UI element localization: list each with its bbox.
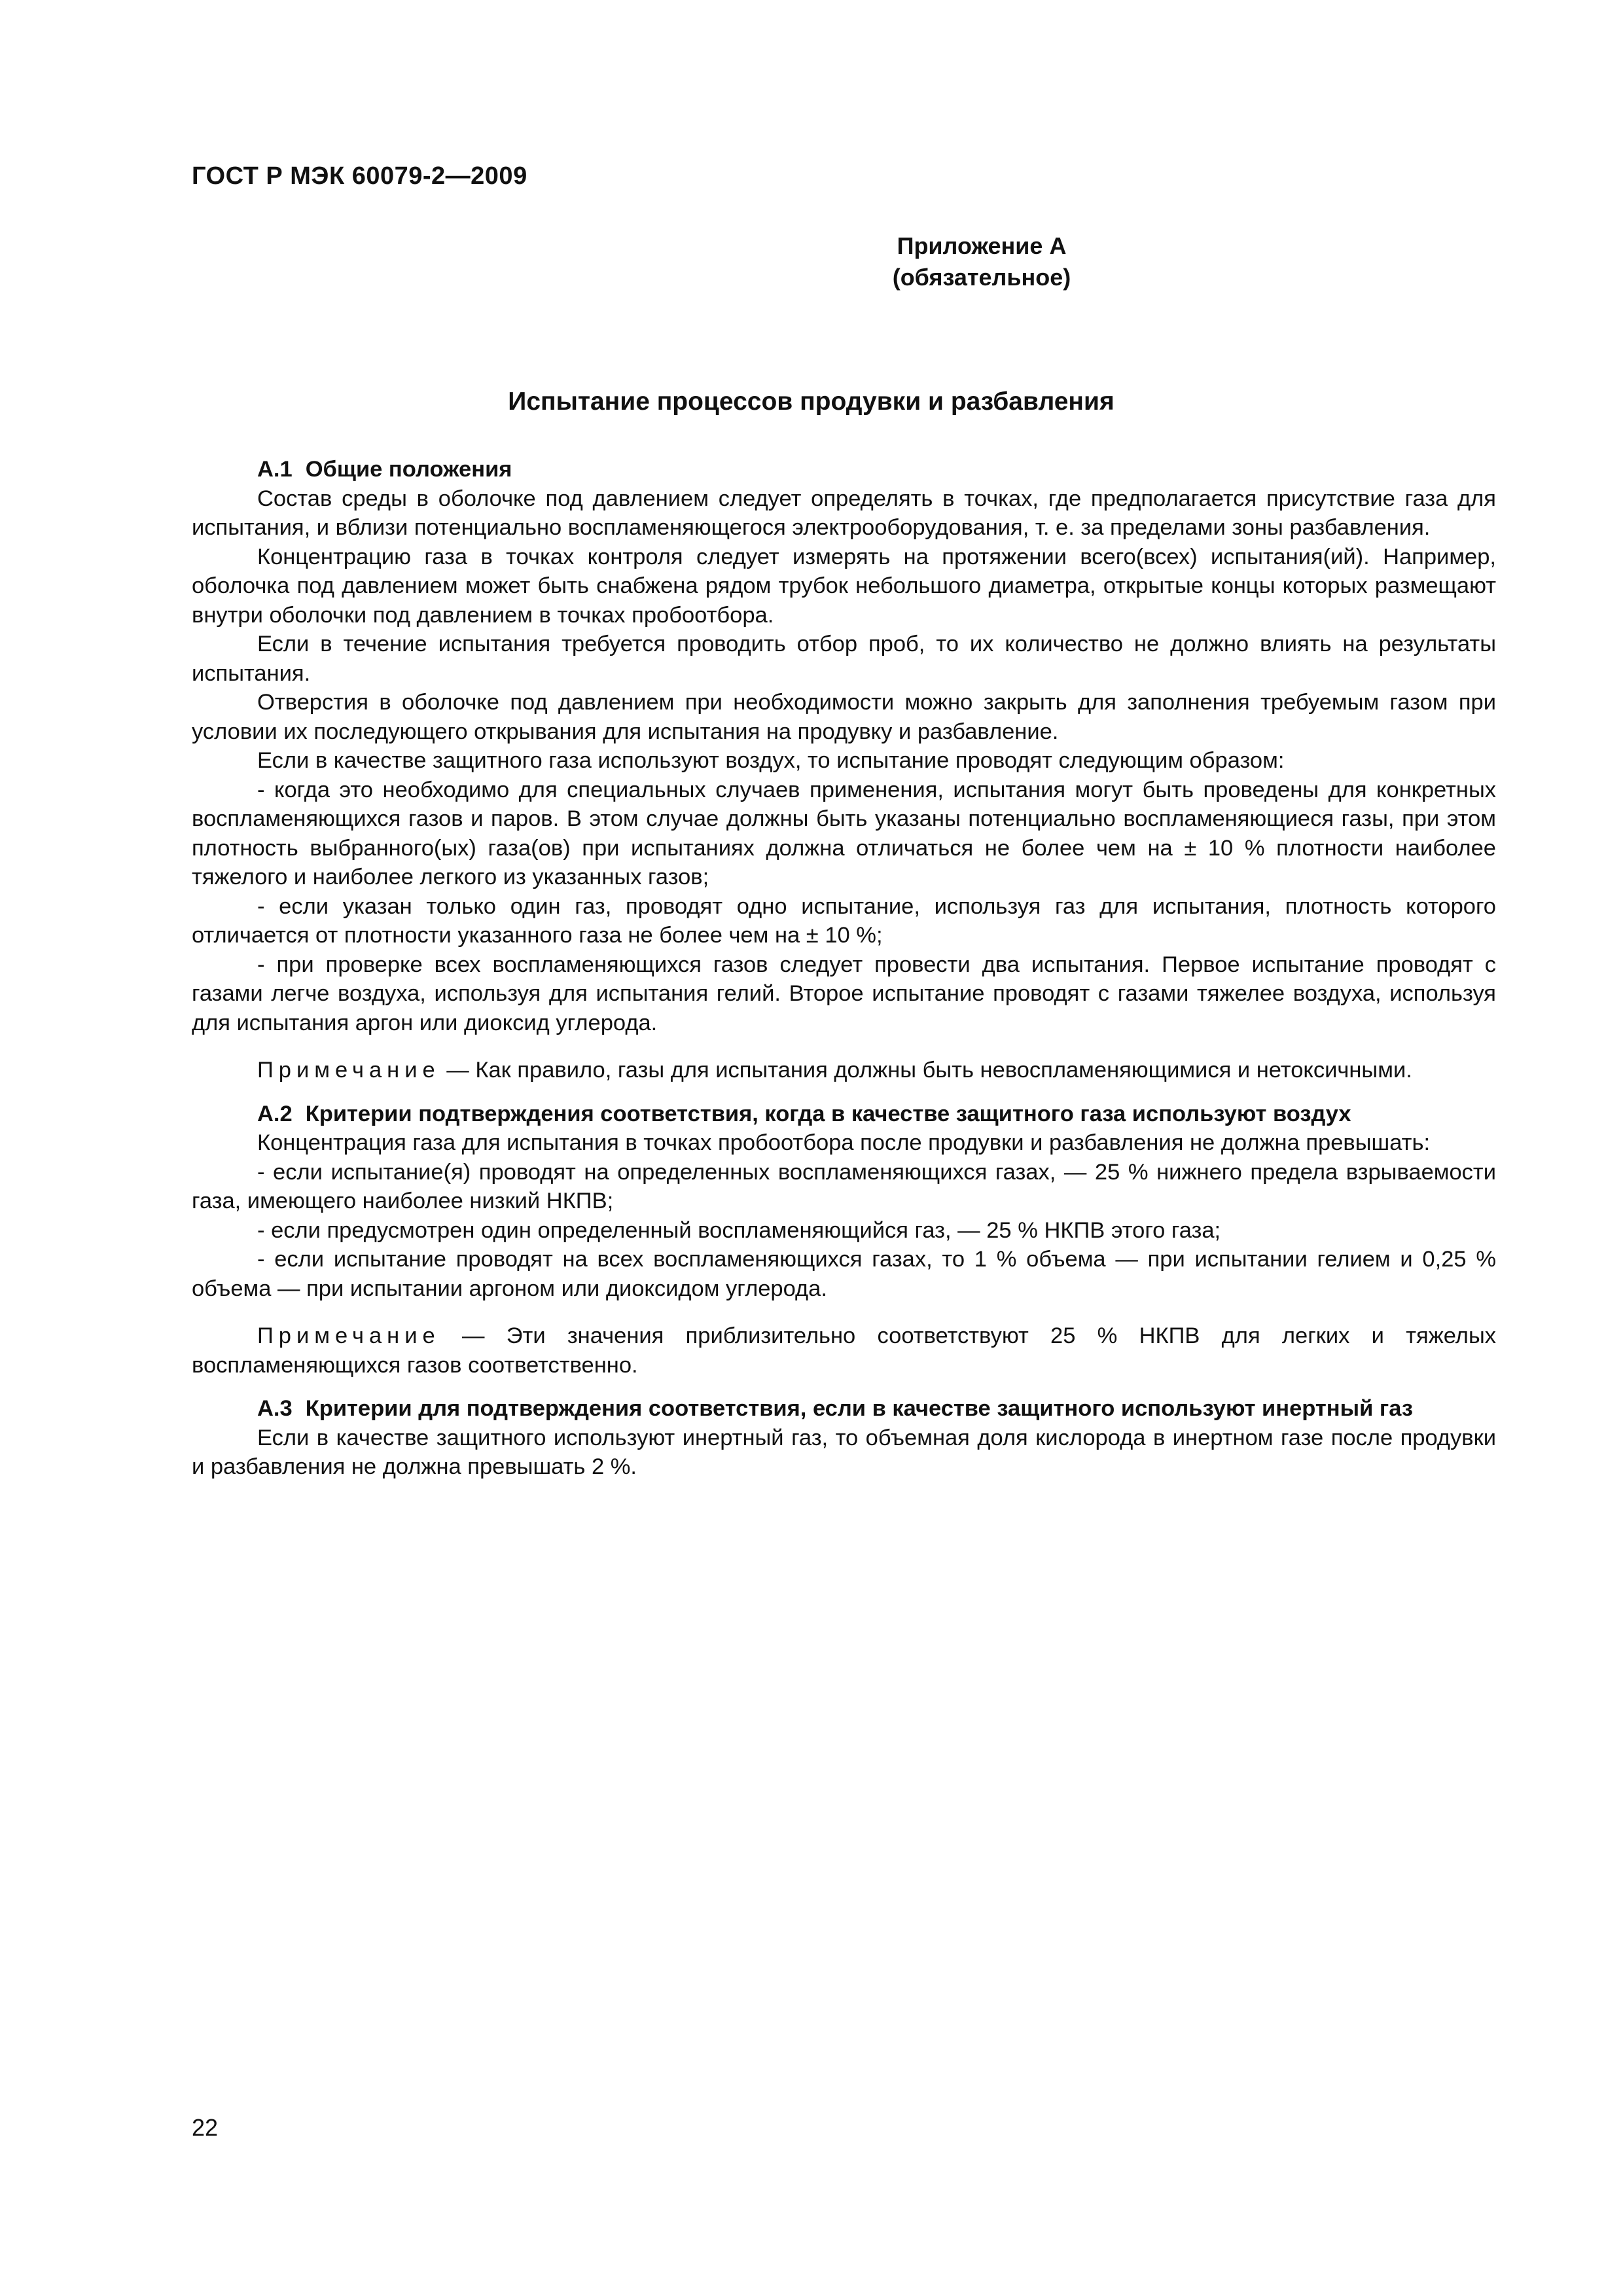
list-item: - если предусмотрен один определенный воспламеняющийся газ, — 25 % НКПВ этого газа; bbox=[257, 1217, 1221, 1243]
note-text: — Как правило, газы для испытания должны быть невоспламеняющимися и нетоксичными. bbox=[446, 1058, 1412, 1083]
list-item: - если указан только один газ, проводят одно испытание, используя газ для испытания, плотность которого отличается от плотности указанного газа не более чем на ± 10 %; bbox=[192, 893, 1496, 948]
section-number: А.3 bbox=[257, 1396, 293, 1421]
section-heading-a2 bbox=[192, 1100, 1496, 1129]
note bbox=[192, 1056, 1496, 1085]
note-label: Примечание bbox=[257, 1058, 440, 1083]
annex-status: (обязательное) bbox=[892, 264, 1071, 291]
section-heading-text: Критерии подтверждения соответствия, когда в качестве защитного газа используют воздух bbox=[305, 1101, 1351, 1126]
paragraph: Если в качестве защитного используют инертный газ, то объемная доля кислорода в инертном газе после продувки и разбавления не должна превышать 2 %. bbox=[192, 1425, 1496, 1479]
main-title: Испытание процессов продувки и разбавления bbox=[508, 387, 1115, 416]
section-number: А.1 bbox=[257, 457, 293, 482]
list-item: - при проверке всех воспламеняющихся газов следует провести два испытания. Первое испытание проводят с газами легче воздуха, используя для испытания гелий. Второе испытание проводят с газами тяжелее воздуха, используя для испытания аргон или диоксид углерода. bbox=[192, 952, 1496, 1035]
paragraph: Если в течение испытания требуется проводить отбор проб, то их количество не должно влиять на результаты испытания. bbox=[192, 632, 1496, 686]
section-heading-a3 bbox=[192, 1394, 1496, 1424]
section-number: А.2 bbox=[257, 1101, 293, 1126]
section-heading-text: Критерии для подтверждения соответствия, если в качестве защитного используют инертный газ bbox=[305, 1396, 1414, 1421]
note-text: — Эти значения приблизительно соответствуют 25 % НКПВ для легких и тяжелых воспламеняющихся газов соответственно. bbox=[192, 1323, 1496, 1378]
paragraph: Концентрацию газа в точках контроля следует измерять на протяжении всего(всех) испытания(ий). Например, оболочка под давлением может быть снабжена рядом трубок небольшого диаметра, открытые концы которых размещают внутри оболочки под давлением в точках пробоотбора. bbox=[192, 544, 1496, 628]
document-code: ГОСТ Р МЭК 60079-2—2009 bbox=[192, 162, 527, 190]
list-item: - если испытание проводят на всех воспламеняющихся газах, то 1 % объема — при испытании гелием и 0,25 % объема — при испытании аргоном или диоксидом углерода. bbox=[192, 1247, 1496, 1301]
document-body bbox=[192, 455, 1496, 1482]
list-item: - если испытание(я) проводят на определенных воспламеняющихся газах, — 25 % нижнего предела взрываемости газа, имеющего наиболее низкий НКПВ; bbox=[192, 1159, 1496, 1213]
note bbox=[192, 1321, 1496, 1380]
page-number: 22 bbox=[192, 2114, 219, 2141]
list-item: - когда это необходимо для специальных случаев применения, испытания могут быть проведены для конкретных воспламеняющихся газов и паров. В этом случае должны быть указаны потенциально воспламеняющиеся газы, при этом плотность выбранного(ых) газа(ов) при испытаниях должна отличаться не более чем на ± 10 % плотности наиболее тяжелого и наиболее легкого из указанных газов; bbox=[192, 777, 1496, 889]
paragraph: Состав среды в оболочке под давлением следует определять в точках, где предполагается присутствие газа для испытания, и вблизи потенциально воспламеняющегося электрооборудования, т. е. за пределами зоны разбавления. bbox=[192, 486, 1496, 540]
paragraph: Если в качестве защитного газа используют воздух, то испытание проводят следующим образом: bbox=[257, 748, 1285, 773]
paragraph: Отверстия в оболочке под давлением при необходимости можно закрыть для заполнения требуемым газом при условии их последующего открывания для испытания на продувку и разбавление. bbox=[192, 690, 1496, 744]
paragraph: Концентрация газа для испытания в точках пробоотбора после продувки и разбавления не должна превышать: bbox=[257, 1130, 1431, 1155]
section-heading-text: Общие положения bbox=[305, 457, 512, 482]
note-label: Примечание bbox=[257, 1323, 440, 1348]
section-heading-a1 bbox=[192, 455, 1496, 484]
annex-title: Приложение А bbox=[897, 232, 1067, 259]
